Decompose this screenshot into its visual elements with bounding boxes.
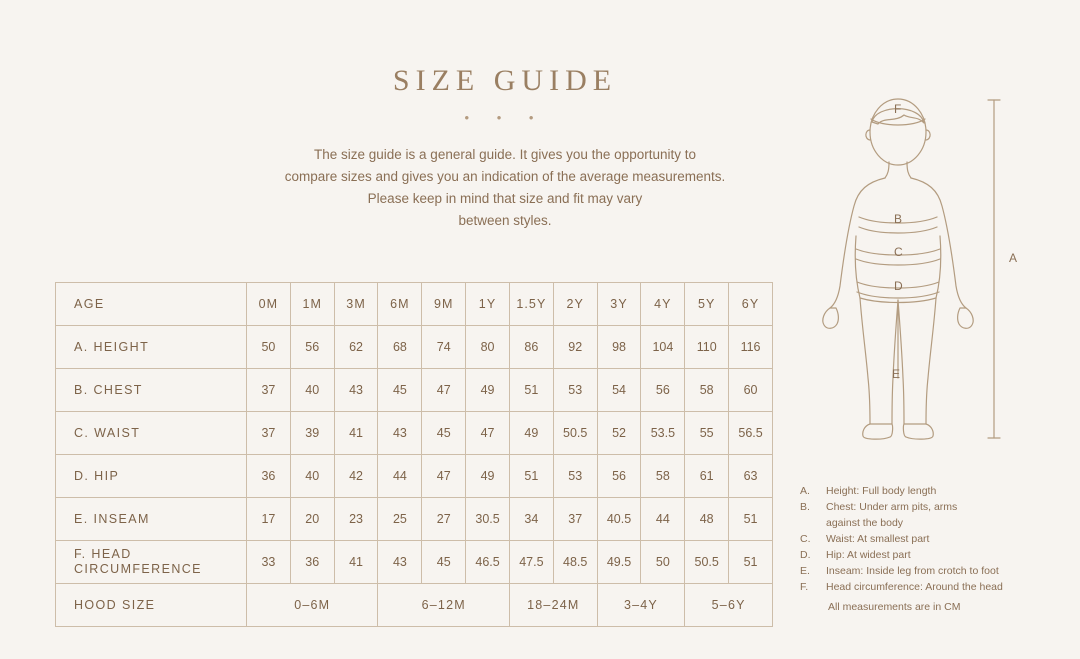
legend-key: E.: [800, 565, 810, 577]
legend-text: Head circumference: Around the head: [826, 581, 1003, 593]
table-row: [56, 498, 773, 541]
column-header-1-5y: 1.5Y: [509, 283, 553, 326]
legend-key: D.: [800, 549, 811, 561]
legend-key: A.: [800, 485, 810, 497]
row-label-head-circumference: [56, 541, 247, 584]
cell: 33: [247, 541, 291, 584]
body-measurement-figure: [790, 86, 1040, 456]
cell: 86: [509, 326, 553, 369]
cell: 3–4Y: [597, 584, 685, 627]
legend-item: [800, 580, 1060, 595]
cell: 45: [422, 541, 466, 584]
cell: 51: [509, 455, 553, 498]
column-header-1m: 1M: [290, 283, 334, 326]
intro-line-4: between styles.: [458, 213, 552, 228]
size-table-body: [56, 326, 773, 627]
cell: 41: [334, 412, 378, 455]
legend-text: against the body: [826, 517, 904, 529]
column-header-2y: 2Y: [553, 283, 597, 326]
cell: 27: [422, 498, 466, 541]
size-table: [55, 282, 773, 627]
cell: 50: [247, 326, 291, 369]
right-foot: [903, 424, 933, 439]
cell: 68: [378, 326, 422, 369]
cell: 60: [729, 369, 773, 412]
legend-item: [800, 548, 1060, 563]
legend-key: C.: [800, 533, 811, 545]
left-hand: [823, 308, 839, 328]
cell: 48: [685, 498, 729, 541]
legend-text: Inseam: Inside leg from crotch to foot: [826, 565, 999, 577]
cell: 47.5: [509, 541, 553, 584]
cell: 49: [509, 412, 553, 455]
legend-text: Chest: Under arm pits, arms: [826, 501, 958, 513]
intro-line-3: Please keep in mind that size and fit may vary: [367, 191, 643, 206]
cell: 92: [553, 326, 597, 369]
row-label-line-1: F. HEAD: [74, 547, 132, 561]
cell: 56: [597, 455, 641, 498]
label-chest: B: [894, 212, 903, 226]
cell: 55: [685, 412, 729, 455]
cell: 45: [422, 412, 466, 455]
cell: 41: [334, 541, 378, 584]
cell: 47: [466, 412, 510, 455]
label-inseam: E: [892, 367, 901, 381]
cell: 43: [334, 369, 378, 412]
cell: 39: [290, 412, 334, 455]
table-row: [56, 412, 773, 455]
page-title: SIZE GUIDE: [392, 64, 618, 97]
cell: 52: [597, 412, 641, 455]
row-label-waist: C. WAIST: [56, 412, 247, 455]
cell: 17: [247, 498, 291, 541]
size-table-header: [56, 283, 773, 326]
label-height: A: [1009, 251, 1018, 265]
cell: 51: [729, 498, 773, 541]
cell: 36: [247, 455, 291, 498]
column-header-9m: 9M: [422, 283, 466, 326]
row-label-chest: B. CHEST: [56, 369, 247, 412]
cell: 25: [378, 498, 422, 541]
label-head: F: [894, 102, 902, 116]
cell: 43: [378, 541, 422, 584]
cell: 104: [641, 326, 685, 369]
table-header-row: [56, 283, 773, 326]
label-waist: C: [894, 245, 903, 259]
cell: 44: [378, 455, 422, 498]
cell: 46.5: [466, 541, 510, 584]
table-row-hood-size: [56, 584, 773, 627]
column-header-5y: 5Y: [685, 283, 729, 326]
cell: 116: [729, 326, 773, 369]
cell: 62: [334, 326, 378, 369]
legend-text: Waist: At smallest part: [826, 533, 930, 545]
cell: 61: [685, 455, 729, 498]
cell: 18–24M: [509, 584, 597, 627]
cell: 40: [290, 455, 334, 498]
legend-item: [800, 564, 1060, 579]
cell: 51: [729, 541, 773, 584]
legend-key: B.: [800, 501, 810, 513]
row-label-hood-size: HOOD SIZE: [56, 584, 247, 627]
legend-item: [800, 532, 1060, 547]
table-row: [56, 455, 773, 498]
cell: 51: [509, 369, 553, 412]
cell: 30.5: [466, 498, 510, 541]
table-row: [56, 541, 773, 584]
cell: 110: [685, 326, 729, 369]
column-header-1y: 1Y: [466, 283, 510, 326]
cell: 54: [597, 369, 641, 412]
cell: 53: [553, 369, 597, 412]
cell: 56: [641, 369, 685, 412]
cell: 50: [641, 541, 685, 584]
intro-line-1: The size guide is a general guide. It gives you the opportunity to: [314, 147, 696, 162]
cell: 48.5: [553, 541, 597, 584]
legend-key: F.: [800, 581, 809, 593]
cell: 45: [378, 369, 422, 412]
legend-item: [800, 500, 1060, 515]
row-label-height: A. HEIGHT: [56, 326, 247, 369]
cell: 56: [290, 326, 334, 369]
head-band: [871, 119, 925, 125]
legend-key: [800, 516, 826, 531]
cell: 0–6M: [247, 584, 378, 627]
cell: 6–12M: [378, 584, 509, 627]
table-row: [56, 369, 773, 412]
cell: 42: [334, 455, 378, 498]
cell: 63: [729, 455, 773, 498]
intro-text: [205, 144, 805, 232]
cell: 20: [290, 498, 334, 541]
cell: 58: [685, 369, 729, 412]
decorative-dots: • • •: [464, 110, 546, 125]
left-foot: [863, 424, 893, 439]
cell: 23: [334, 498, 378, 541]
cell: 34: [509, 498, 553, 541]
column-header-3y: 3Y: [597, 283, 641, 326]
row-label-hip: D. HIP: [56, 455, 247, 498]
column-header-6y: 6Y: [729, 283, 773, 326]
cell: 58: [641, 455, 685, 498]
column-header-0m: 0M: [247, 283, 291, 326]
label-hip: D: [894, 279, 903, 293]
cell: 44: [641, 498, 685, 541]
cell: 40.5: [597, 498, 641, 541]
cell: 47: [422, 455, 466, 498]
cell: 49: [466, 369, 510, 412]
cell: 80: [466, 326, 510, 369]
column-header-age: AGE: [56, 283, 247, 326]
cell: 5–6Y: [685, 584, 773, 627]
cell: 37: [553, 498, 597, 541]
legend-text: Hip: At widest part: [826, 549, 911, 561]
cell: 98: [597, 326, 641, 369]
cell: 74: [422, 326, 466, 369]
cell: 50.5: [685, 541, 729, 584]
cell: 43: [378, 412, 422, 455]
cell: 36: [290, 541, 334, 584]
row-label-line-2: CIRCUMFERENCE: [74, 562, 202, 576]
cell: 53.5: [641, 412, 685, 455]
cell: 37: [247, 369, 291, 412]
table-row: [56, 326, 773, 369]
column-header-4y: 4Y: [641, 283, 685, 326]
cell: 49: [466, 455, 510, 498]
cell: 50.5: [553, 412, 597, 455]
right-hand: [958, 308, 974, 328]
legend: [800, 484, 1060, 596]
intro-line-2: compare sizes and gives you an indication of the average measurements.: [284, 169, 726, 184]
measurement-unit-note: All measurements are in CM: [828, 601, 961, 613]
row-label-inseam: E. INSEAM: [56, 498, 247, 541]
cell: 47: [422, 369, 466, 412]
legend-text: Height: Full body length: [826, 485, 937, 497]
column-header-6m: 6M: [378, 283, 422, 326]
cell: 56.5: [729, 412, 773, 455]
cell: 49.5: [597, 541, 641, 584]
cell: 53: [553, 455, 597, 498]
size-table-wrapper: [55, 282, 773, 627]
cell: 40: [290, 369, 334, 412]
legend-item: [800, 484, 1060, 499]
column-header-3m: 3M: [334, 283, 378, 326]
legend-item-continuation: [800, 516, 1060, 531]
cell: 37: [247, 412, 291, 455]
